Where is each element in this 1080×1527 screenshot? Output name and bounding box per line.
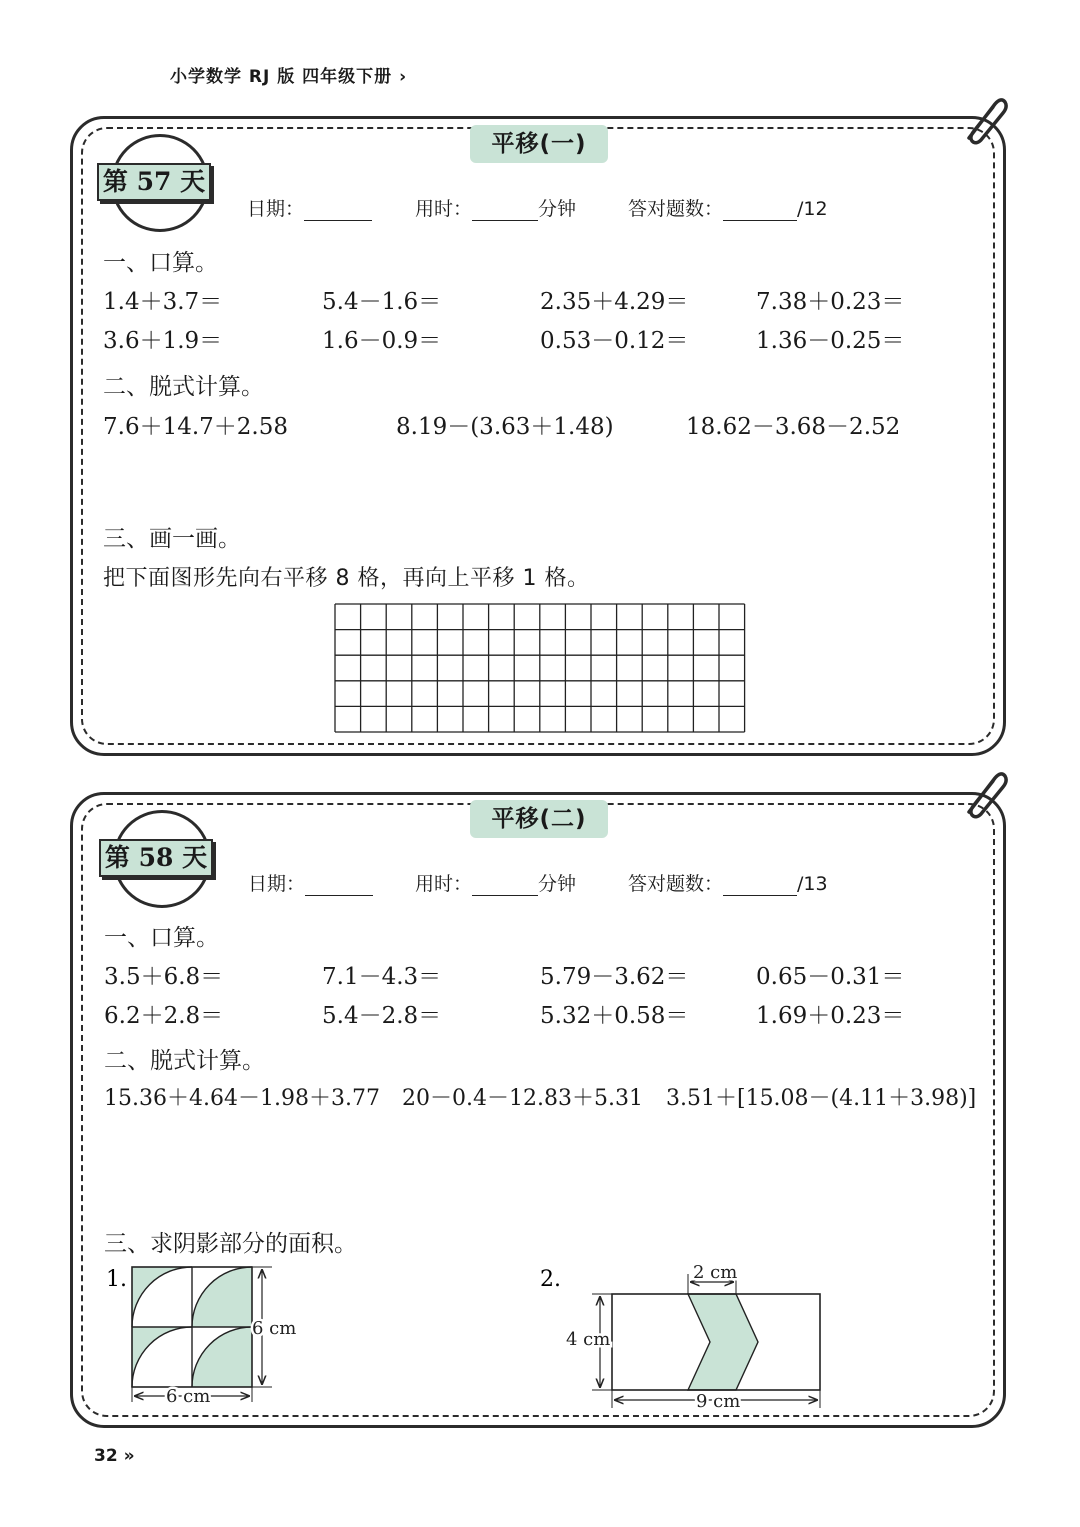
day-57-badge: 第 57 天 bbox=[97, 163, 211, 201]
date-field bbox=[247, 194, 372, 221]
oral-problem: 7.1－4.3＝ bbox=[322, 964, 442, 990]
score-label: 答对题数： bbox=[628, 873, 724, 895]
oral-problem: 1.69＋0.23＝ bbox=[756, 1003, 905, 1029]
stepwise-problem: 15.36＋4.64－1.98＋3.77 bbox=[104, 1086, 380, 1111]
draw-instruction: 把下面图形先向右平移 8 格，再向上平移 1 格。 bbox=[103, 566, 590, 591]
score-total: /13 bbox=[797, 873, 828, 895]
date-label: 日期： bbox=[248, 873, 306, 895]
time-field bbox=[415, 869, 576, 896]
score-field bbox=[628, 869, 828, 896]
shaded-region bbox=[192, 1327, 252, 1387]
oral-problem: 6.2＋2.8＝ bbox=[104, 1003, 224, 1029]
figure-2-bottom-label: 9 cm bbox=[696, 1391, 741, 1412]
time-label: 用时： bbox=[415, 198, 473, 220]
section-oral-heading: 一、口算。 bbox=[103, 250, 218, 276]
oral-problem: 0.53－0.12＝ bbox=[540, 328, 689, 354]
time-input[interactable] bbox=[472, 200, 538, 221]
paperclip-icon bbox=[955, 766, 1010, 821]
oral-problem: 3.6＋1.9＝ bbox=[103, 328, 223, 354]
section-area-heading: 三、求阴影部分的面积。 bbox=[104, 1231, 357, 1257]
chevron-right-icon: › bbox=[399, 67, 408, 87]
double-chevron-icon: » bbox=[123, 1446, 135, 1466]
figure-1-bottom-label: 6 cm bbox=[166, 1386, 211, 1407]
figure-1-side-label: 6 cm bbox=[252, 1318, 297, 1339]
figure-2-top-label: 2 cm bbox=[693, 1262, 738, 1283]
stepwise-problem: 7.6＋14.7＋2.58 bbox=[103, 414, 288, 440]
figure-2 bbox=[530, 1258, 830, 1413]
oral-problem: 7.38＋0.23＝ bbox=[756, 289, 905, 315]
section-oral-heading: 一、口算。 bbox=[104, 925, 219, 951]
oral-problem: 5.32＋0.58＝ bbox=[540, 1003, 689, 1029]
stepwise-problem: 3.51＋[15.08－(4.11＋3.98)] bbox=[666, 1086, 977, 1111]
figure-1 bbox=[100, 1258, 320, 1408]
minutes-label: 分钟 bbox=[538, 198, 577, 220]
book-title: 小学数学 RJ 版 四年级下册 bbox=[170, 67, 393, 87]
day-58-badge: 第 58 天 bbox=[99, 839, 213, 877]
oral-problem: 1.36－0.25＝ bbox=[756, 328, 905, 354]
section-stepwise-heading: 二、脱式计算。 bbox=[103, 374, 264, 400]
section-stepwise-heading: 二、脱式计算。 bbox=[104, 1048, 265, 1074]
date-label: 日期： bbox=[247, 198, 305, 220]
day-57-title: 平移(一) bbox=[470, 125, 608, 163]
oral-problem: 5.79－3.62＝ bbox=[540, 964, 689, 990]
date-input[interactable] bbox=[305, 875, 373, 896]
shaded-region bbox=[132, 1267, 192, 1327]
oral-problem: 1.6－0.9＝ bbox=[322, 328, 442, 354]
stepwise-problem: 18.62－3.68－2.52 bbox=[686, 414, 901, 440]
book-header bbox=[170, 62, 407, 87]
minutes-label: 分钟 bbox=[538, 873, 577, 895]
score-input[interactable] bbox=[723, 875, 797, 896]
time-input[interactable] bbox=[472, 875, 538, 896]
score-label: 答对题数： bbox=[628, 198, 724, 220]
section-draw-heading: 三、画一画。 bbox=[103, 526, 241, 552]
page-number-value: 32 bbox=[94, 1446, 118, 1466]
page-number bbox=[94, 1446, 135, 1466]
oral-problem: 2.35＋4.29＝ bbox=[540, 289, 689, 315]
drawing-grid[interactable] bbox=[334, 603, 746, 733]
day-58-title: 平移(二) bbox=[470, 800, 608, 838]
shaded-region bbox=[192, 1267, 252, 1327]
shaded-region bbox=[132, 1327, 192, 1387]
score-total: /12 bbox=[797, 198, 828, 220]
date-field bbox=[248, 869, 373, 896]
oral-problem: 0.65－0.31＝ bbox=[756, 964, 905, 990]
time-field bbox=[415, 194, 576, 221]
oral-problem: 1.4＋3.7＝ bbox=[103, 289, 223, 315]
figure-2-number: 2. bbox=[540, 1267, 561, 1292]
figure-2-left-label: 4 cm bbox=[566, 1329, 611, 1350]
score-input[interactable] bbox=[723, 200, 797, 221]
oral-problem: 3.5＋6.8＝ bbox=[104, 964, 224, 990]
oral-problem: 5.4－1.6＝ bbox=[322, 289, 442, 315]
shaded-region bbox=[688, 1294, 758, 1390]
stepwise-problem: 20－0.4－12.83＋5.31 bbox=[402, 1086, 643, 1111]
oral-problem: 5.4－2.8＝ bbox=[322, 1003, 442, 1029]
date-input[interactable] bbox=[304, 200, 372, 221]
figure-1-number: 1. bbox=[106, 1267, 127, 1292]
time-label: 用时： bbox=[415, 873, 473, 895]
figure-1-shape bbox=[132, 1267, 252, 1387]
stepwise-problem: 8.19－(3.63＋1.48) bbox=[396, 414, 614, 440]
paperclip-icon bbox=[955, 92, 1010, 147]
score-field bbox=[628, 194, 828, 221]
